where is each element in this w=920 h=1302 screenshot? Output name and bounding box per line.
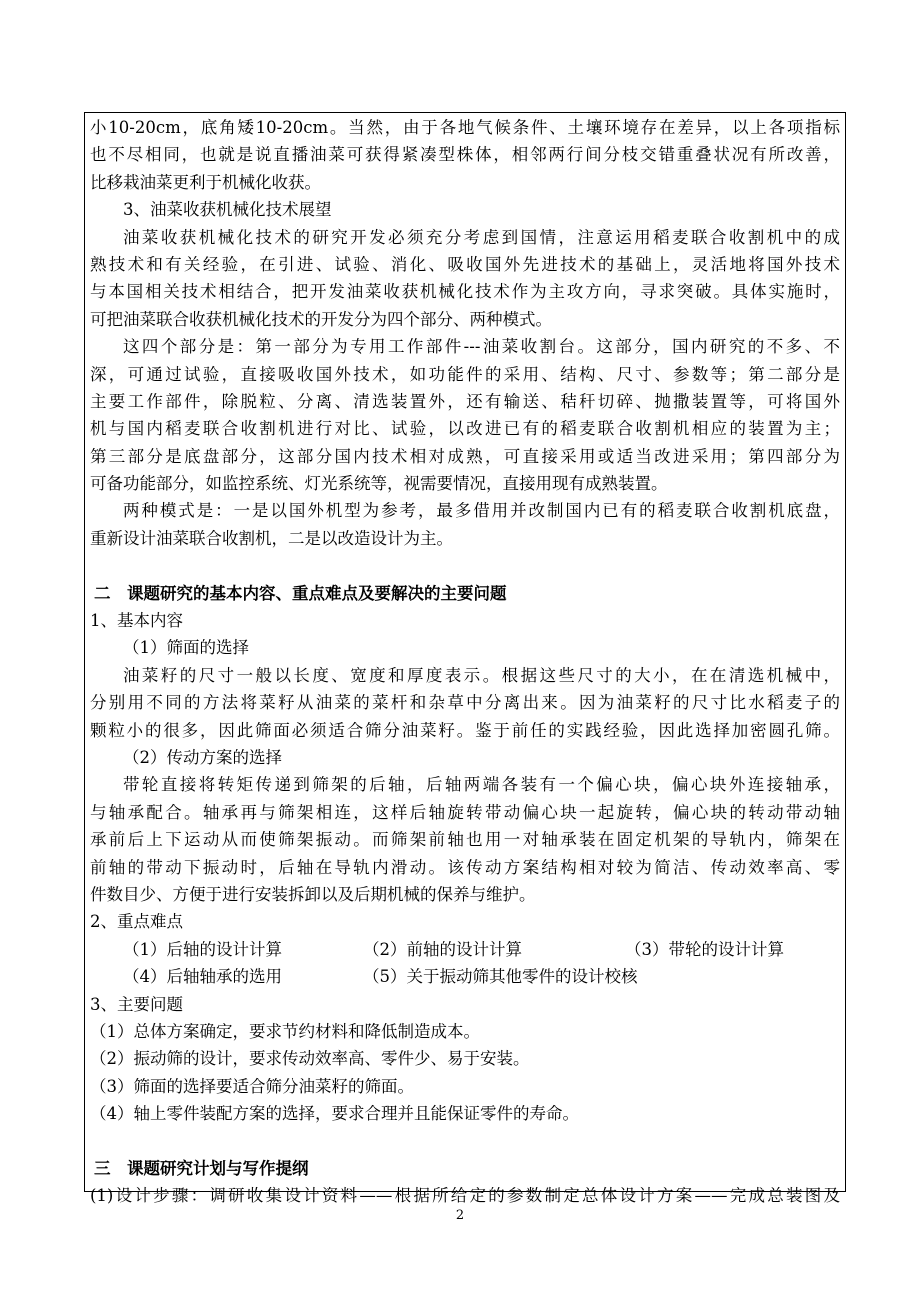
paragraph-line: 也不尽相同，也就是说直播油菜可获得紧凑型株体，相邻两行间分枝交错重叠状况有所改善， <box>90 145 840 165</box>
problem-item: （4）轴上零件装配方案的选择，要求合理并且能保证零件的寿命。 <box>90 1104 579 1124</box>
difficulty-item: （5）关于振动筛其他零件的设计校核 <box>363 967 638 987</box>
paragraph-line: 可备功能部分，如监控系统、灯光系统等，视需要情况，直接用现有成熟装置。 <box>90 474 668 494</box>
paragraph-line: 可把油菜联合收获机械化技术的开发分为四个部分、两种模式。 <box>90 309 552 329</box>
subsection-heading: 3、主要问题 <box>90 994 183 1014</box>
paragraph-line: 油菜籽的尺寸一般以长度、宽度和厚度表示。根据这些尺寸的大小，在在清选机械中， <box>123 665 840 685</box>
item-heading: （1）筛面的选择 <box>123 638 249 658</box>
paragraph-line: 颗粒小的很多，因此筛面必须适合筛分油菜籽。鉴于前任的实践经验，因此选择加密圆孔筛。 <box>90 720 840 740</box>
paragraph-line: (1)设计步骤：调研收集设计资料——根据所给定的参数制定总体设计方案——完成总装图及 <box>90 1186 840 1206</box>
subsection-heading: 1、基本内容 <box>90 611 183 631</box>
difficulty-item: （1）后轴的设计计算 <box>123 939 282 959</box>
paragraph-line: 承前后上下运动从而使筛架振动。而筛架前轴也用一对轴承装在固定机架的导轨内，筛架在 <box>90 830 840 850</box>
paragraph-line: 比移栽油菜更利于机械化收获。 <box>90 172 321 192</box>
paragraph-line: 件数目少、方便于进行安装拆卸以及后期机械的保养与维护。 <box>90 884 536 904</box>
problem-item: （1）总体方案确定，要求节约材料和降低制造成本。 <box>90 1021 480 1041</box>
difficulty-item: （4）后轴轴承的选用 <box>123 967 282 987</box>
item-heading: （2）传动方案的选择 <box>123 747 282 767</box>
subsection-heading: 2、重点难点 <box>90 912 183 932</box>
subsection-heading: 3、油菜收获机械化技术展望 <box>123 200 332 220</box>
paragraph-line: 分别用不同的方法将菜籽从油菜的菜杆和杂草中分离出来。因为油菜籽的尺寸比水稻麦子的 <box>90 693 840 713</box>
paragraph-line: 小10-20cm，底角矮10-20cm。当然，由于各地气候条件、土壤环境存在差异，以上各项指标 <box>90 118 840 137</box>
blank-line <box>90 552 840 579</box>
paragraph-line: 前轴的带动下振动时，后轴在导轨内滑动。该传动方案结构相对较为简洁、传动效率高、零 <box>90 857 840 877</box>
paragraph-line: 深，可通过试验，直接吸收国外技术，如功能件的采用、结构、尺寸、参数等；第二部分是 <box>90 364 840 384</box>
difficulty-item: （3）带轮的设计计算 <box>625 939 784 959</box>
blank-line <box>90 1127 840 1154</box>
paragraph-line: 第三部分是底盘部分，这部分国内技术相对成熟，可直接采用或适当改进采用；第四部分为 <box>90 446 840 466</box>
difficulty-row <box>90 963 840 990</box>
problem-item: （3）筛面的选择要适合筛分油菜籽的筛面。 <box>90 1076 414 1096</box>
document-body <box>90 114 840 1210</box>
page-number: 2 <box>455 1208 465 1223</box>
paragraph-line: 带轮直接将转矩传递到筛架的后轴，后轴两端各装有一个偏心块，偏心块外连接轴承， <box>123 775 840 795</box>
difficulty-row <box>90 936 840 963</box>
paragraph-line: 这四个部分是：第一部分为专用工作部件---油菜收割台。这部分，国内研究的不多、不 <box>123 337 840 357</box>
paragraph-line: 两种模式是：一是以国外机型为参考，最多借用并改制国内已有的稻麦联合收割机底盘， <box>123 501 840 521</box>
problem-item: （2）振动筛的设计，要求传动效率高、零件少、易于安装。 <box>90 1049 530 1069</box>
paragraph-line: 熟技术和有关经验，在引进、试验、消化、吸收国外先进技术的基础上，灵活地将国外技术 <box>90 254 840 274</box>
paragraph-line: 重新设计油菜联合收割机，二是以改造设计为主。 <box>90 528 453 548</box>
paragraph-line: 与轴承配合。轴承再与筛架相连，这样后轴旋转带动偏心块一起旋转，偏心块的转动带动轴 <box>90 802 840 822</box>
paragraph-line: 主要工作部件，除脱粒、分离、清选装置外，还有输送、秸秆切碎、抛撒装置等，可将国外 <box>90 391 840 411</box>
paragraph-line: 机与国内稻麦联合收割机进行对比、试验，以改进已有的稻麦联合收割机相应的装置为主； <box>90 419 840 439</box>
paragraph-line: 油菜收获机械化技术的研究开发必须充分考虑到国情，注意运用稻麦联合收割机中的成 <box>123 227 840 247</box>
section-heading-2: 二 课题研究的基本内容、重点难点及要解决的主要问题 <box>94 583 507 603</box>
section-heading-3: 三 课题研究计划与写作提纲 <box>94 1158 309 1178</box>
paragraph-line: 与本国相关技术相结合，把开发油菜收获机械化技术作为主攻方向，寻求突破。具体实施时， <box>90 282 840 302</box>
difficulty-item: （2）前轴的设计计算 <box>363 939 522 959</box>
